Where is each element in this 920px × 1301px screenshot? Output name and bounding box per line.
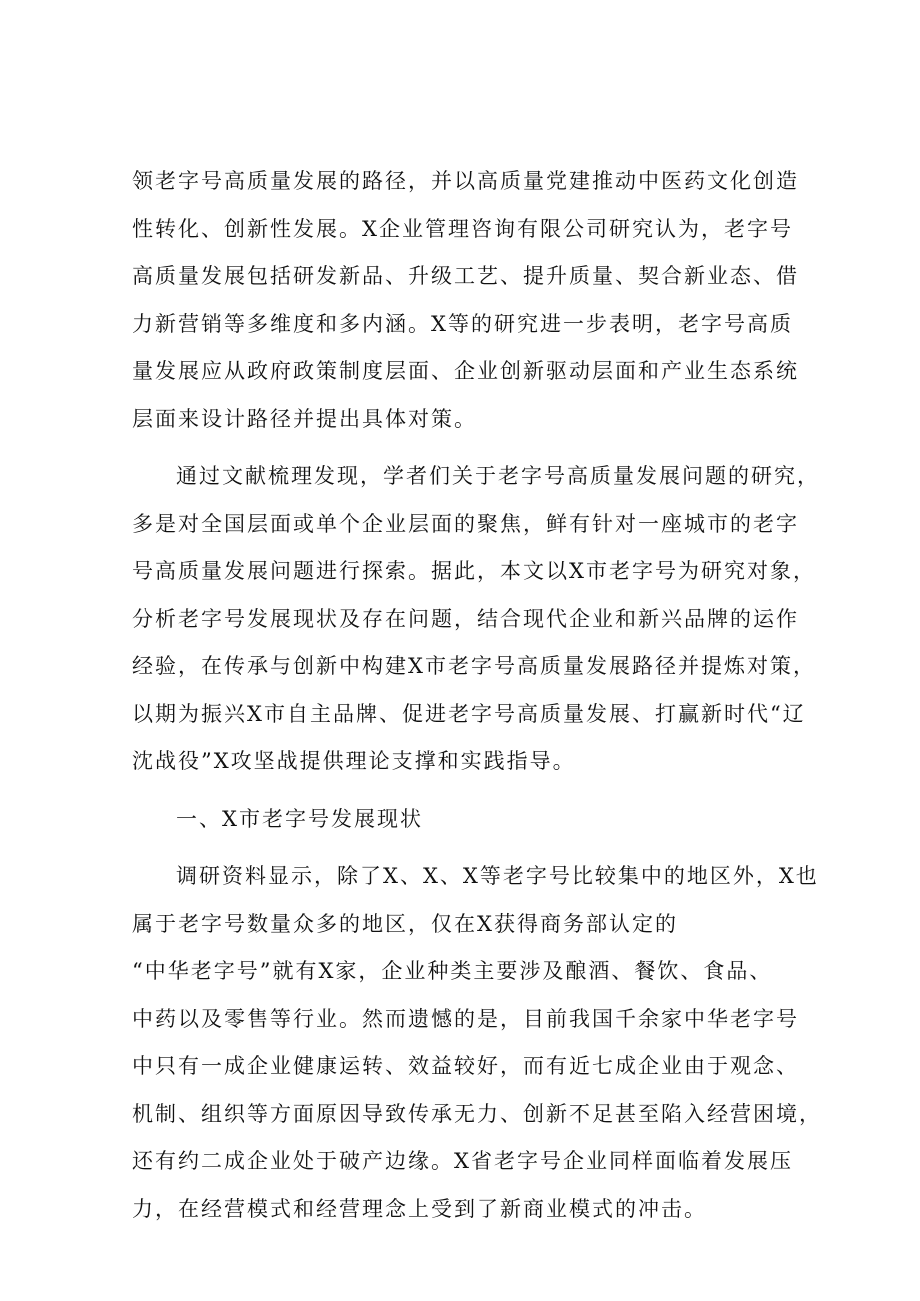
text-line: 机制、组织等方面原因导致传承无力、创新不足甚至陷入经营困境，: [132, 1101, 822, 1126]
text-line: 还有约二成企业处于破产边缘。X省老字号企业同样面临着发展压: [132, 1149, 793, 1173]
text-line: “中华老字号”就有X家，企业种类主要涉及酿酒、餐饮、食品、: [132, 959, 773, 983]
text-line: 层面来设计路径并提出具体对策。: [132, 406, 477, 431]
text-line: 力，在经营模式和经营理念上受到了新商业模式的冲击。: [132, 1196, 707, 1221]
text-line: 力新营销等多维度和多内涵。X等的研究进一步表明，老字号高质: [132, 311, 793, 336]
paragraph: [132, 853, 822, 1233]
document-body: [132, 158, 822, 1233]
text-line: 领老字号高质量发展的路径，并以高质量党建推动中医药文化创造: [132, 169, 799, 193]
text-line: 经验，在传承与创新中构建X市老字号高质量发展路径并提炼对策，: [132, 654, 816, 678]
text-line: 中药以及零售等行业。然而遗憾的是，目前我国千余家中华老字号: [132, 1006, 799, 1031]
text-line: 性转化、创新性发展。X企业管理咨询有限公司研究认为，老字号: [132, 216, 793, 241]
text-line: 通过文献梳理发现，学者们关于老字号高质量发展问题的研究，: [176, 464, 820, 488]
text-line: 沈战役”X攻坚战提供理论支撑和实践指导。: [132, 749, 576, 773]
heading-text: 一、X市老字号发展现状: [176, 806, 423, 831]
paragraph: [132, 453, 820, 786]
text-line: 号高质量发展问题进行探索。据此，本文以X市老字号为研究对象，: [132, 559, 816, 583]
text-line: 中只有一成企业健康运转、效益较好，而有近七成企业由于观念、: [132, 1054, 799, 1078]
text-line: 属于老字号数量众多的地区，仅在X获得商务部认定的: [132, 911, 678, 936]
text-line: 调研资料显示，除了X、X、X等老字号比较集中的地区外，X也: [176, 864, 819, 888]
text-line: 量发展应从政府政策制度层面、企业创新驱动层面和产业生态系统: [132, 359, 799, 383]
text-line: 高质量发展包括研发新品、升级工艺、提升质量、契合新业态、借: [132, 264, 799, 288]
section-heading: [132, 796, 792, 844]
text-line: 以期为振兴X市自主品牌、促进老字号高质量发展、打赢新时代“辽: [132, 701, 806, 726]
paragraph: [132, 158, 799, 443]
text-line: 分析老字号发展现状及存在问题，结合现代企业和新兴品牌的运作: [132, 606, 799, 631]
text-line: 多是对全国层面或单个企业层面的聚焦，鲜有针对一座城市的老字: [132, 511, 799, 536]
